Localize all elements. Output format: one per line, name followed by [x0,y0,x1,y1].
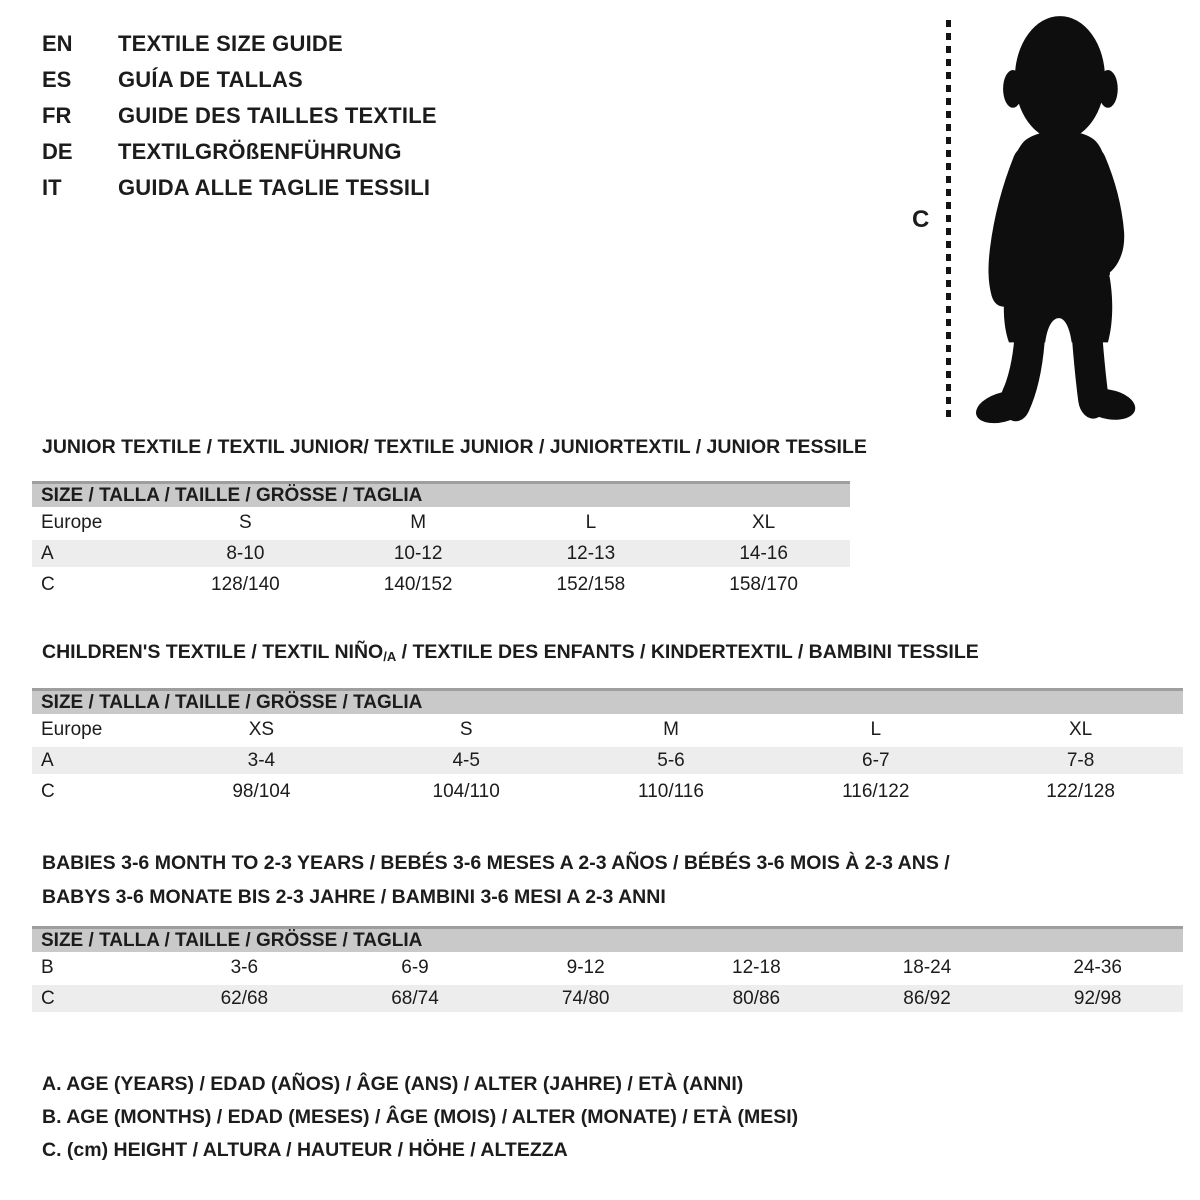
size-header-bar: SIZE / TALLA / TAILLE / GRÖSSE / TAGLIA [32,481,850,507]
junior-size-table [32,481,850,600]
table-row-europe [32,507,850,538]
size-cell: S [239,511,252,533]
age-cell: 6-9 [401,956,429,978]
height-cell: 98/104 [232,780,291,802]
size-cell: M [663,718,679,740]
children-title-subscript: /A [383,649,397,664]
age-cell: 18-24 [902,956,952,978]
row-label: C [41,780,55,802]
age-cell: 3-4 [247,749,276,771]
height-cell: 158/170 [729,573,798,595]
height-cell: 140/152 [383,573,453,595]
legend-age-months: B. AGE (MONTHS) / EDAD (MESES) / ÂGE (MOIS) / ALTER (MONATE) / ETÀ (MESI) [42,1106,799,1128]
babies-section-title [42,846,950,914]
babies-title-line1: BABIES 3-6 MONTH TO 2-3 YEARS / BEBÉS 3-6 MESES A 2-3 AÑOS / BÉBÉS 3-6 MOIS À 2-3 ANS / [42,852,950,874]
language-title-list [42,26,437,206]
row-label: Europe [41,718,103,740]
language-code: ES [42,67,72,92]
language-row-de [42,134,437,170]
height-cell: 62/68 [220,987,269,1009]
age-cell: 14-16 [739,542,788,564]
size-cell: L [585,511,597,533]
language-code: DE [42,139,73,164]
age-cell: 12-13 [566,542,616,564]
age-cell: 12-18 [732,956,781,978]
height-cell: 68/74 [391,987,439,1009]
height-measure-dashed-line [946,20,951,418]
table-row-age [32,745,1183,776]
language-code: EN [42,31,73,56]
legend-age-years: A. AGE (YEARS) / EDAD (AÑOS) / ÂGE (ANS) / ALTER (JAHRE) / ETÀ (ANNI) [42,1073,744,1095]
babies-size-table [32,926,1183,1014]
children-title-pre: CHILDREN'S TEXTILE / TEXTIL NIÑO [42,641,384,663]
size-cell: L [870,718,882,740]
size-cell: M [410,511,427,533]
language-row-en [42,26,437,62]
table-row-age-months [32,952,1183,983]
language-guide-title: GUIDE DES TAILLES TEXTILE [118,103,437,128]
height-cell: 110/116 [638,780,704,802]
size-header-bar: SIZE / TALLA / TAILLE / GRÖSSE / TAGLIA [32,688,1183,714]
size-cell: XL [752,511,776,533]
age-cell: 9-12 [566,956,605,978]
size-cell: XL [1068,718,1093,740]
age-cell: 7-8 [1066,749,1095,771]
row-label: B [41,956,54,978]
row-label: C [41,987,55,1009]
height-cell: 128/140 [211,573,280,595]
age-cell: 6-7 [862,749,890,771]
age-cell: 24-36 [1073,956,1122,978]
table-row-europe [32,714,1183,745]
language-code: FR [42,103,72,128]
table-row-height [32,569,850,600]
language-row-es [42,62,437,98]
size-cell: S [459,718,473,740]
height-cell: 74/80 [561,987,610,1009]
size-cell: XS [248,718,275,740]
toddler-silhouette-icon [958,8,1154,426]
children-size-table [32,688,1183,807]
language-guide-title: TEXTILE SIZE GUIDE [118,31,343,56]
row-label: A [41,749,54,771]
language-guide-title: GUIDA ALLE TAGLIE TESSILI [118,175,431,200]
language-guide-title: TEXTILGRÖßENFÜHRUNG [118,139,402,164]
height-cell: 86/92 [903,987,951,1009]
language-row-it [42,170,437,206]
measurement-legend [42,1068,798,1167]
height-cell: 104/110 [432,780,500,802]
babies-title-line2: BABYS 3-6 MONATE BIS 2-3 JAHRE / BAMBINI 3-6 MESI A 2-3 ANNI [42,886,666,908]
language-code: IT [42,175,62,200]
children-title-post: / TEXTILE DES ENFANTS / KINDERTEXTIL / BAMBINI TESSILE [396,641,979,663]
row-label: A [41,542,54,564]
legend-height-cm: C. (cm) HEIGHT / ALTURA / HAUTEUR / HÖHE / ALTEZZA [42,1139,568,1161]
height-cell: 80/86 [732,987,781,1009]
height-cell: 122/128 [1046,780,1115,802]
table-row-age [32,538,850,569]
size-header-bar: SIZE / TALLA / TAILLE / GRÖSSE / TAGLIA [32,926,1183,952]
children-section-title [42,641,979,664]
language-row-fr [42,98,437,134]
height-measure-label: C [912,206,930,233]
row-label: C [41,573,55,595]
age-cell: 5-6 [657,749,685,771]
height-cell: 152/158 [556,573,626,595]
table-row-height [32,983,1183,1014]
age-cell: 4-5 [452,749,480,771]
age-cell: 8-10 [226,542,265,564]
height-cell: 116/122 [842,780,910,802]
row-label: Europe [41,511,103,533]
height-cell: 92/98 [1073,987,1122,1009]
age-cell: 10-12 [393,542,443,564]
junior-section-title: JUNIOR TEXTILE / TEXTIL JUNIOR/ TEXTILE JUNIOR / JUNIORTEXTIL / JUNIOR TESSILE [42,436,867,458]
language-guide-title: GUÍA DE TALLAS [118,67,303,92]
table-row-height [32,776,1183,807]
age-cell: 3-6 [230,956,259,978]
